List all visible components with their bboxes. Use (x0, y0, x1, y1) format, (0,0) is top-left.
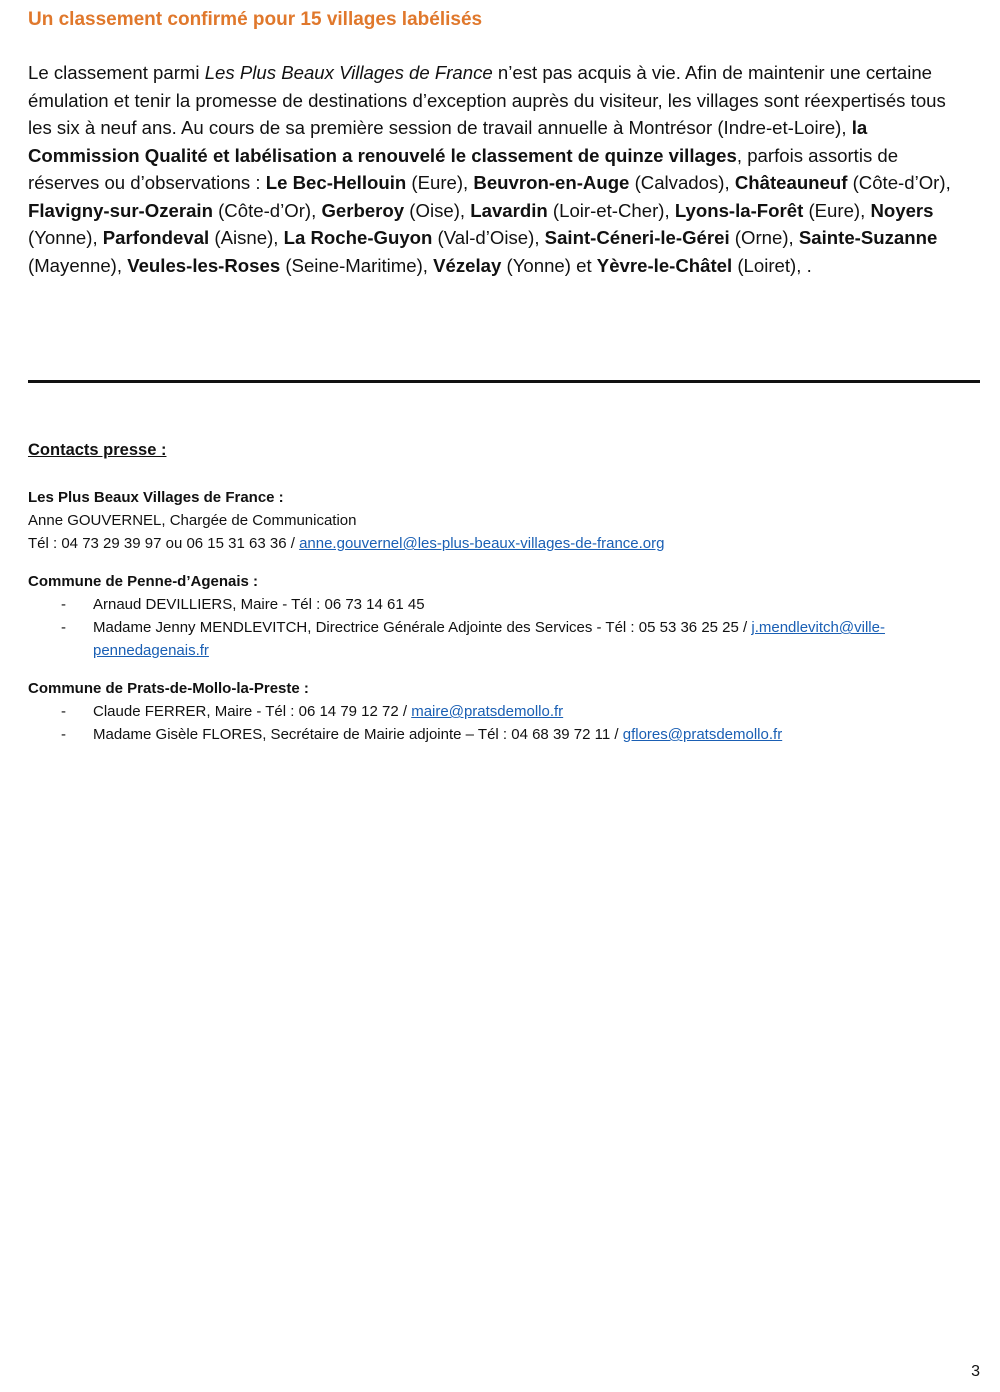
contact-block-penne-dagenais (28, 570, 973, 662)
contact-text: Arnaud DEVILLIERS, Maire - Tél : 06 73 14 61 45 (93, 596, 425, 613)
village-name: Lavardin (470, 199, 548, 221)
village-name: Vézelay (433, 254, 502, 276)
list-item (28, 723, 973, 746)
village-name: Saint-Céneri-le-Gérei (544, 227, 730, 248)
village-department: (Loir-et-Cher), (547, 199, 675, 221)
village-department: (Oise), (404, 199, 471, 221)
village-name: Gerberoy (321, 199, 405, 221)
contact-person: Anne GOUVERNEL, Chargée de Communication (28, 512, 357, 529)
village-department: (Orne), (729, 227, 799, 248)
village-name: Châteauneuf (734, 172, 848, 193)
contact-text: Madame Gisèle FLORES, Secrétaire de Mairie adjointe – Tél : 04 68 39 72 11 / (93, 726, 623, 743)
village-name: Beuvron-en-Auge (473, 172, 630, 193)
village-department: (Calvados), (629, 172, 735, 193)
contact-list (28, 593, 973, 662)
bullet-dash: - (61, 619, 66, 636)
contact-phone-line (28, 532, 973, 555)
village-department: (Val-d’Oise), (432, 227, 545, 248)
organization-name-italic: Les Plus Beaux Villages de France (204, 62, 493, 83)
org-name: Les Plus Beaux Villages de France : (28, 489, 284, 506)
village-department: (Eure), (803, 199, 871, 221)
list-item (28, 616, 973, 662)
village-name: Yèvre-le-Châtel (596, 254, 733, 276)
village-department: (Côte-d’Or), (212, 199, 322, 221)
email-link[interactable]: gflores@pratsdemollo.fr (622, 726, 783, 743)
intro-paragraph (28, 59, 973, 279)
horizontal-divider (28, 380, 980, 383)
contact-text: Madame Jenny MENDLEVITCH, Directrice Générale Adjointe des Services - Tél : 05 53 36 25 25 / (93, 619, 752, 636)
contact-block-prats-de-mollo (28, 677, 973, 746)
section-title: Un classement confirmé pour 15 villages labélisés (28, 9, 483, 30)
village-department: (Seine-Maritime), (280, 254, 434, 276)
village-name: La Roche-Guyon (283, 227, 433, 248)
village-name: Noyers (870, 199, 934, 221)
org-name: Commune de Penne-d’Agenais : (28, 573, 259, 590)
page-number: 3 (971, 1363, 980, 1380)
commission-statement: la Commission Qualité et labélisation a renouvelé le classement de quinze villages (28, 117, 868, 166)
intro-text: Le classement parmi (28, 62, 205, 83)
village-name: Veules-les-Roses (127, 254, 281, 276)
contact-block-plus-beaux-villages (28, 486, 973, 555)
org-name: Commune de Prats-de-Mollo-la-Preste : (28, 680, 309, 697)
village-name: Flavigny-sur-Ozerain (28, 199, 213, 221)
intro-text: n’est pas acquis à vie. Afin de maintenir une certaine émulation et tenir la promesse de destinations d’exception auprès du visiteur, les villages sont réexpertisés tous les six à neuf ans. Au cours de sa première session de travail annuelle à Montrésor (Indre-et-Loire), (28, 62, 946, 138)
contact-list (28, 700, 973, 746)
email-link[interactable]: anne.gouvernel@les-plus-beaux-villages-de-france.org (299, 535, 665, 552)
village-name: Le Bec-Hellouin (265, 172, 407, 193)
village-name: Parfondeval (102, 227, 210, 248)
contact-phone: Tél : 04 73 29 39 97 ou 06 15 31 63 36 / (28, 535, 300, 552)
village-department: (Aisne), (209, 227, 284, 248)
email-link[interactable]: maire@pratsdemollo.fr (411, 703, 564, 720)
village-department: (Mayenne), (28, 254, 128, 276)
list-item (28, 593, 973, 616)
village-department: (Yonne), (28, 227, 103, 248)
contact-text: Claude FERRER, Maire - Tél : 06 14 79 12 72 / (93, 703, 412, 720)
bullet-dash: - (61, 726, 66, 743)
village-department: (Eure), (406, 172, 474, 193)
village-department: (Yonne) et (501, 254, 597, 276)
village-department: (Côte-d’Or), (847, 172, 951, 193)
bullet-dash: - (61, 703, 66, 720)
village-name: Lyons-la-Forêt (674, 199, 804, 221)
email-link[interactable]: j.mendlevitch@ville-pennedagenais.fr (93, 619, 885, 659)
intro-text: , parfois assortis de réserves ou d’observations : (28, 144, 899, 193)
village-name: Sainte-Suzanne (798, 227, 938, 248)
contacts-heading: Contacts presse : (28, 441, 167, 459)
list-item (28, 700, 973, 723)
bullet-dash: - (61, 596, 66, 613)
village-department: (Loiret), . (732, 254, 812, 276)
